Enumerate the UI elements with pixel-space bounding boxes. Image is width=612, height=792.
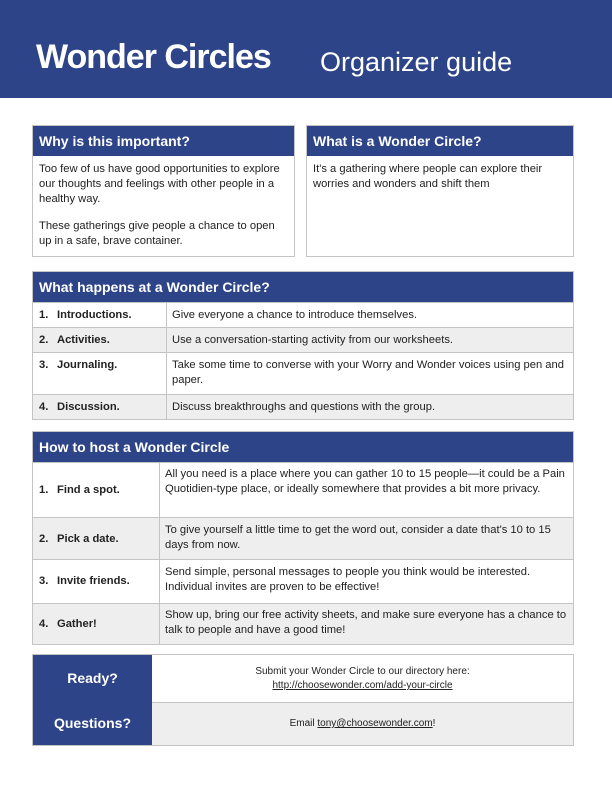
column-divider <box>159 462 160 644</box>
row-label: Introductions. <box>57 309 132 321</box>
happens-row <box>33 302 573 327</box>
row-description: To give yourself a little time to get the word out, consider a date that's 10 to 15 days from now. <box>165 524 551 551</box>
why-paragraph-1: Too few of us have good opportunities to explore our thoughts and feelings with other people in a healthy way. <box>39 163 280 205</box>
happens-heading: What happens at a Wonder Circle? <box>33 272 573 302</box>
host-row <box>33 559 573 603</box>
what-box <box>306 125 574 257</box>
row-number: 4. <box>39 618 49 630</box>
happens-row <box>33 394 573 419</box>
row-description: All you need is a place where you can gather 10 to 15 people—it could be a Pain Quotidien-type place, or ideally somewhere that provides a bit more privacy. <box>165 468 565 495</box>
questions-cell <box>152 717 573 731</box>
row-number: 2. <box>39 334 49 346</box>
row-number: 2. <box>39 533 49 545</box>
happens-row <box>33 352 573 394</box>
row-description: Use a conversation-starting activity from our worksheets. <box>172 334 454 346</box>
happens-table <box>32 271 574 420</box>
page-title: Wonder Circles <box>36 38 271 76</box>
row-label: Journaling. <box>57 359 118 371</box>
row-number: 1. <box>39 309 49 321</box>
host-row <box>33 517 573 559</box>
host-table <box>32 431 574 645</box>
row-description: Discuss breakthroughs and questions with the group. <box>172 401 436 413</box>
why-paragraph-2: These gatherings give people a chance to open up in a safe, brave container. <box>39 220 275 247</box>
ready-label: Ready? <box>33 655 152 702</box>
row-label: Invite friends. <box>57 575 130 587</box>
row-number: 1. <box>39 484 49 496</box>
add-circle-link[interactable]: http://choosewonder.com/add-your-circle <box>272 680 453 691</box>
row-label: Discussion. <box>57 401 120 413</box>
why-heading: Why is this important? <box>33 126 294 156</box>
page-subtitle: Organizer guide <box>320 47 513 77</box>
row-label: Find a spot. <box>57 484 120 496</box>
why-body <box>33 156 294 267</box>
row-label: Gather! <box>57 618 97 630</box>
column-divider <box>166 302 167 419</box>
host-heading: How to host a Wonder Circle <box>33 432 573 462</box>
contact-email-link[interactable]: tony@choosewonder.com <box>317 718 433 729</box>
row-label: Activities. <box>57 334 110 346</box>
questions-prefix: Email <box>289 718 318 729</box>
what-body: It's a gathering where people can explore their worries and wonders and shift them <box>313 163 543 190</box>
host-row <box>33 462 573 517</box>
host-row <box>33 603 573 644</box>
questions-suffix: ! <box>432 718 436 729</box>
what-heading: What is a Wonder Circle? <box>307 126 573 156</box>
questions-label: Questions? <box>33 702 152 745</box>
ready-cell <box>152 665 573 693</box>
row-description: Show up, bring our free activity sheets, and make sure everyone has a chance to talk to people and have a good time! <box>165 609 567 636</box>
why-box <box>32 125 295 257</box>
row-description: Take some time to converse with your Worry and Wonder voices using pen and paper. <box>172 359 564 386</box>
row-number: 4. <box>39 401 49 413</box>
row-description: Send simple, personal messages to people you think would be interested. Individual invites are proven to be effective! <box>165 566 531 593</box>
row-label: Pick a date. <box>57 533 119 545</box>
ready-text: Submit your Wonder Circle to our directory here: <box>255 666 470 677</box>
row-number: 3. <box>39 359 49 371</box>
happens-row <box>33 327 573 352</box>
row-description: Give everyone a chance to introduce themselves. <box>172 309 418 321</box>
cta-table <box>32 654 574 746</box>
row-number: 3. <box>39 575 49 587</box>
header-banner <box>0 0 612 98</box>
